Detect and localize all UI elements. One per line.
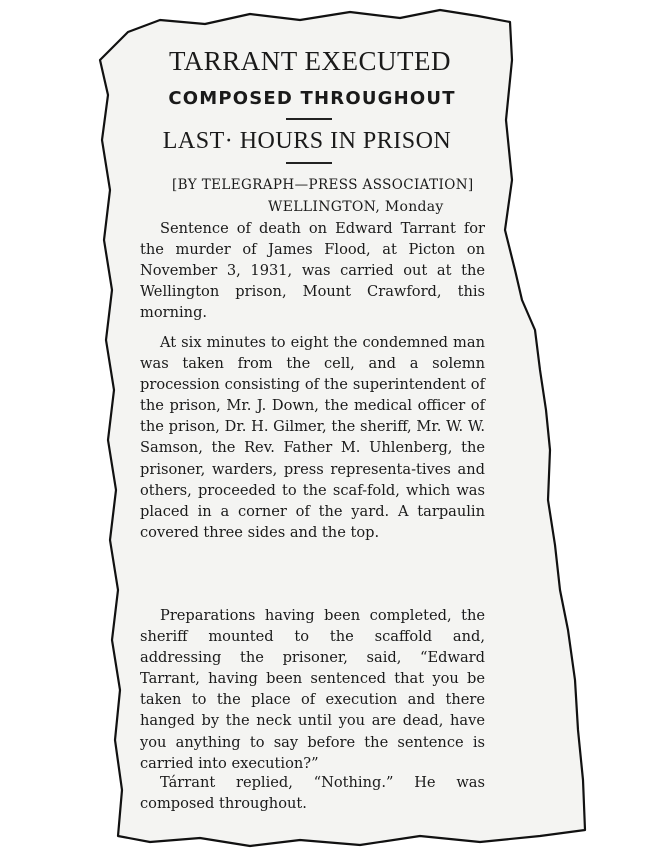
article-paragraph: Preparations having been completed, the sheriff mounted to the scaffold and, addressing the prisoner, said, “Edward Tarrant, having been sentenced that you be taken to the place of execution and there hanged by the neck until you are dead, have you anything to say before the sentence is carried into execution?” (140, 607, 485, 772)
article-paragraph: Sentence of death on Edward Tarrant for the murder of James Flood, at Picton on November 3, 1931, was carried out at the Wellington prison, Mount Crawford, this morning. (140, 220, 485, 322)
subheadline: COMPOSED THROUGHOUT (168, 88, 456, 109)
deck-headline: LAST· HOURS IN PRISON (162, 128, 452, 154)
dateline: WELLINGTON, Monday (268, 199, 444, 215)
divider-rule (286, 162, 332, 164)
headline: TARRANT EXECUTED (168, 46, 452, 76)
article-paragraph: At six minutes to eight the condemned man was taken from the cell, and a solemn procession consisting of the superintendent of the prison, Mr. J. Down, the medical officer of the prison, Dr. H. Gilmer, the sheriff, Mr. W. W. Samson, the Rev. Father M. Uhlenberg, the prisoner, warders, press representa-tives and others, proceeded to the scaf-fold, which was placed in a corner of the yard. A tarpaulin covered three sides and the top. (140, 334, 485, 541)
divider-rule (286, 118, 332, 120)
byline: [BY TELEGRAPH—PRESS ASSOCIATION] (172, 177, 474, 193)
article-paragraph: Tárrant replied, “Nothing.” He was composed throughout. (140, 774, 485, 813)
